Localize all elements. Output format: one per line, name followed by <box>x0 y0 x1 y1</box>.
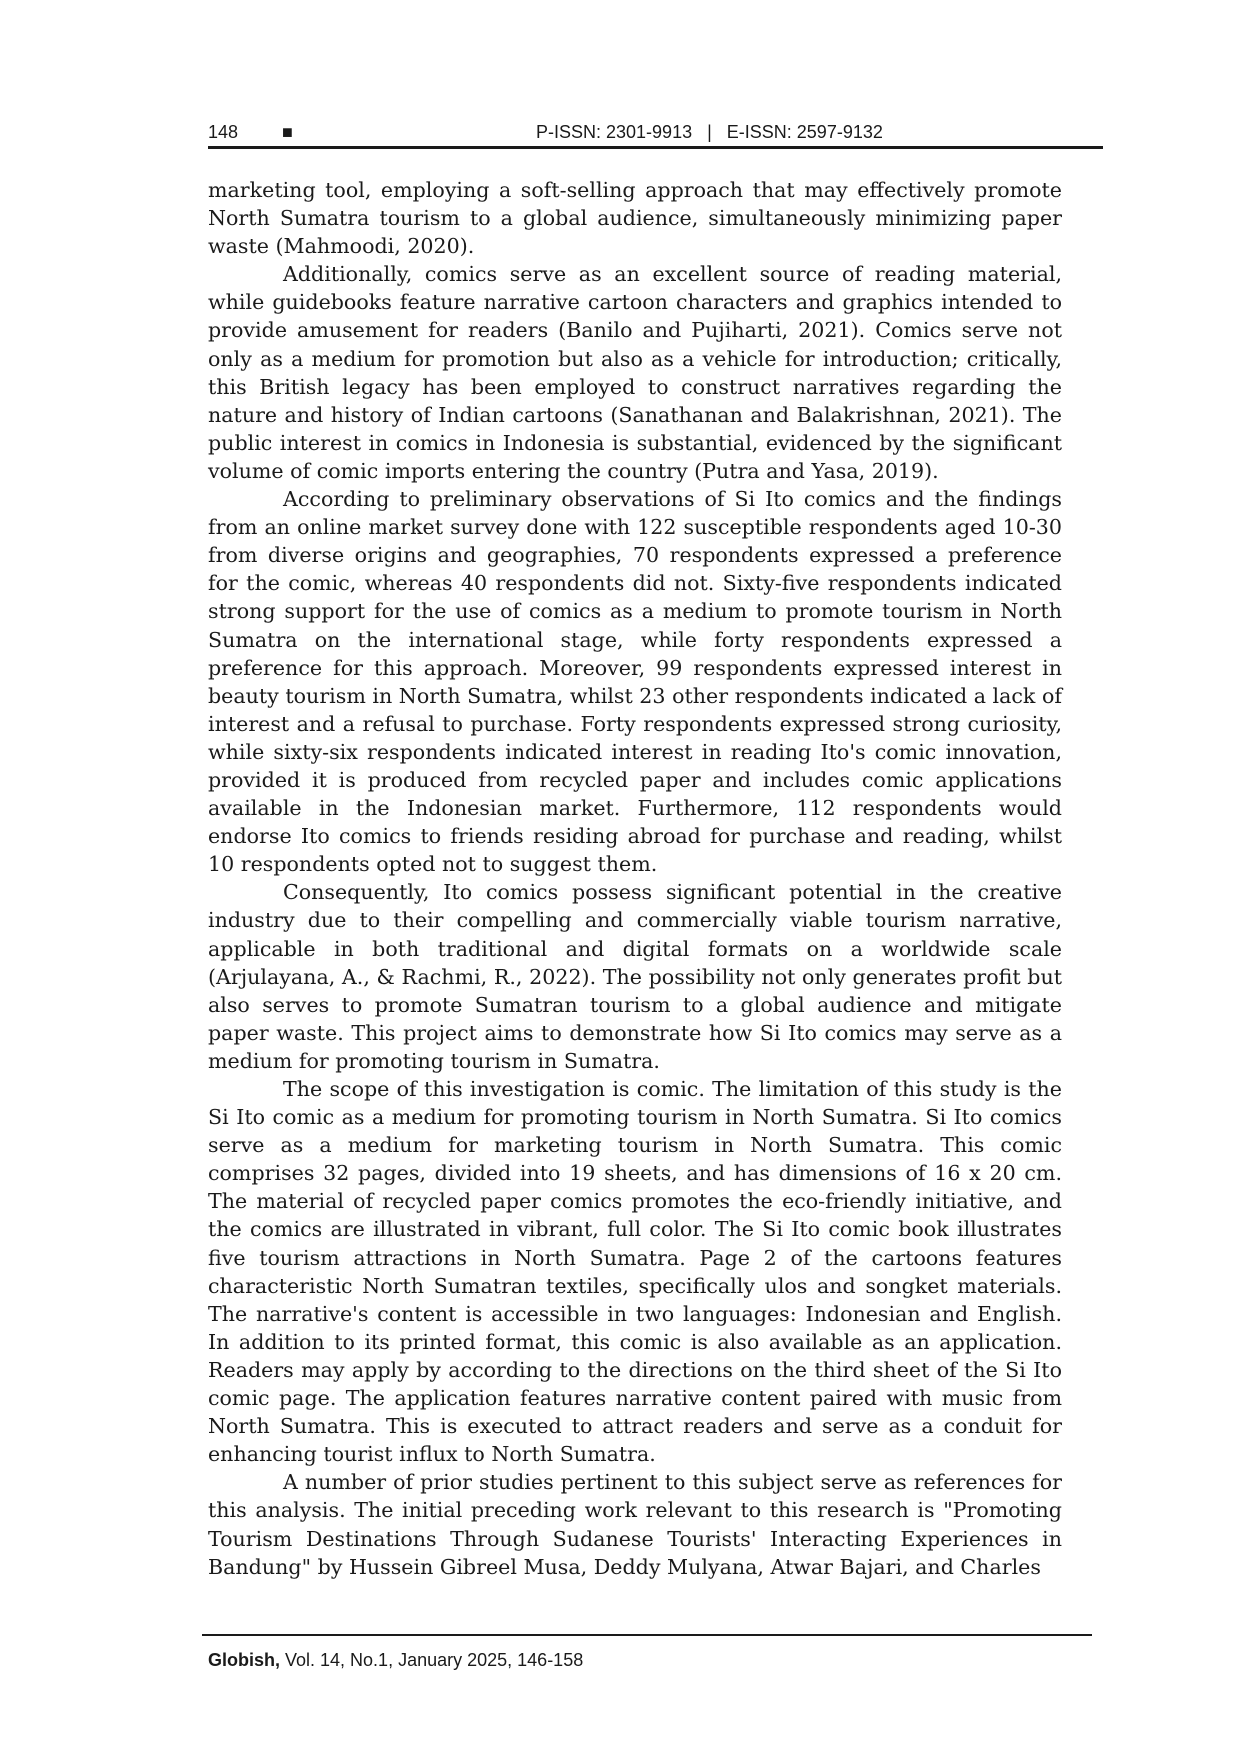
paragraph: According to preliminary observations of Si Ito comics and the findings from an online market survey done with 122 susceptible respondents aged 10-30 from diverse origins and geographies, 70 respondents expressed a preference for the comic, whereas 40 respondents did not. Sixty-five respondents indicated strong support for the use of comics as a medium to promote tourism in North Sumatra on the international stage, while forty respondents expressed a preference for this approach. Moreover, 99 respondents expressed interest in beauty tourism in North Sumatra, whilst 23 other respondents indicated a lack of interest and a refusal to purchase. Forty respondents expressed strong curiosity, while sixty-six respondents indicated interest in reading Ito's comic innovation, provided it is produced from recycled paper and includes comic applications available in the Indonesian market. Furthermore, 112 respondents would endorse Ito comics to friends residing abroad for purchase and reading, whilst 10 respondents opted not to suggest them. <box>208 487 1062 877</box>
header-rule <box>208 146 1103 149</box>
paragraph: A number of prior studies pertinent to this subject serve as references for this analysis. The initial preceding work relevant to this research is "Promoting Tourism Destinations Through Sudanese Tourists' Interacting Experiences in Bandung" by Hussein Gibreel Musa, Deddy Mulyana, Atwar Bajari, and Charles <box>208 1470 1062 1579</box>
paragraph: Additionally, comics serve as an excellent source of reading material, while guidebooks feature narrative cartoon characters and graphics intended to provide amusement for readers (Banilo and Pujiharti, 2021). Comics serve not only as a medium for promotion but also as a vehicle for introduction; critically, this British legacy has been employed to construct narratives regarding the nature and history of Indian cartoons (Sanathanan and Balakrishnan, 2021). The public interest in comics in Indonesia is substantial, evidenced by the significant volume of comic imports entering the country (Putra and Yasa, 2019). <box>208 262 1062 483</box>
issn-line: P-ISSN: 2301-9913 | E-ISSN: 2597-9132 <box>536 122 883 142</box>
footer-rule <box>202 1634 1092 1636</box>
journal-name: Globish, <box>208 1650 280 1670</box>
running-header <box>208 120 1108 148</box>
running-footer <box>208 1650 583 1671</box>
paragraph: Consequently, Ito comics possess significant potential in the creative industry due to their compelling and commercially viable tourism narrative, applicable in both traditional and digital formats on a worldwide scale (Arjulayana, A., & Rachmi, R., 2022). The possibility not only generates profit but also serves to promote Sumatran tourism to a global audience and mitigate paper waste. This project aims to demonstrate how Si Ito comics may serve as a medium for promoting tourism in Sumatra. <box>208 880 1062 1073</box>
header-separator: ■ <box>282 122 293 142</box>
paragraph: The scope of this investigation is comic. The limitation of this study is the Si Ito comic as a medium for promoting tourism in North Sumatra. Si Ito comics serve as a medium for marketing tourism in North Sumatra. This comic comprises 32 pages, divided into 19 sheets, and has dimensions of 16 x 20 cm. The material of recycled paper comics promotes the eco-friendly initiative, and the comics are illustrated in vibrant, full color. The Si Ito comic book illustrates five tourism attractions in North Sumatra. Page 2 of the cartoons features characteristic North Sumatran textiles, specifically ulos and songket materials. The narrative's content is accessible in two languages: Indonesian and English. In addition to its printed format, this comic is also available as an application. Readers may apply by according to the directions on the third sheet of the Si Ito comic page. The application features narrative content paired with music from North Sumatra. This is executed to attract readers and serve as a conduit for enhancing tourist influx to North Sumatra. <box>208 1077 1062 1467</box>
paragraph: marketing tool, employing a soft-selling approach that may effectively promote North Sumatra tourism to a global audience, simultaneously minimizing paper waste (Mahmoodi, 2020). <box>208 178 1062 259</box>
journal-citation: Vol. 14, No.1, January 2025, 146-158 <box>280 1650 584 1670</box>
page-number: 148 <box>208 122 239 142</box>
article-body <box>208 176 1062 1581</box>
